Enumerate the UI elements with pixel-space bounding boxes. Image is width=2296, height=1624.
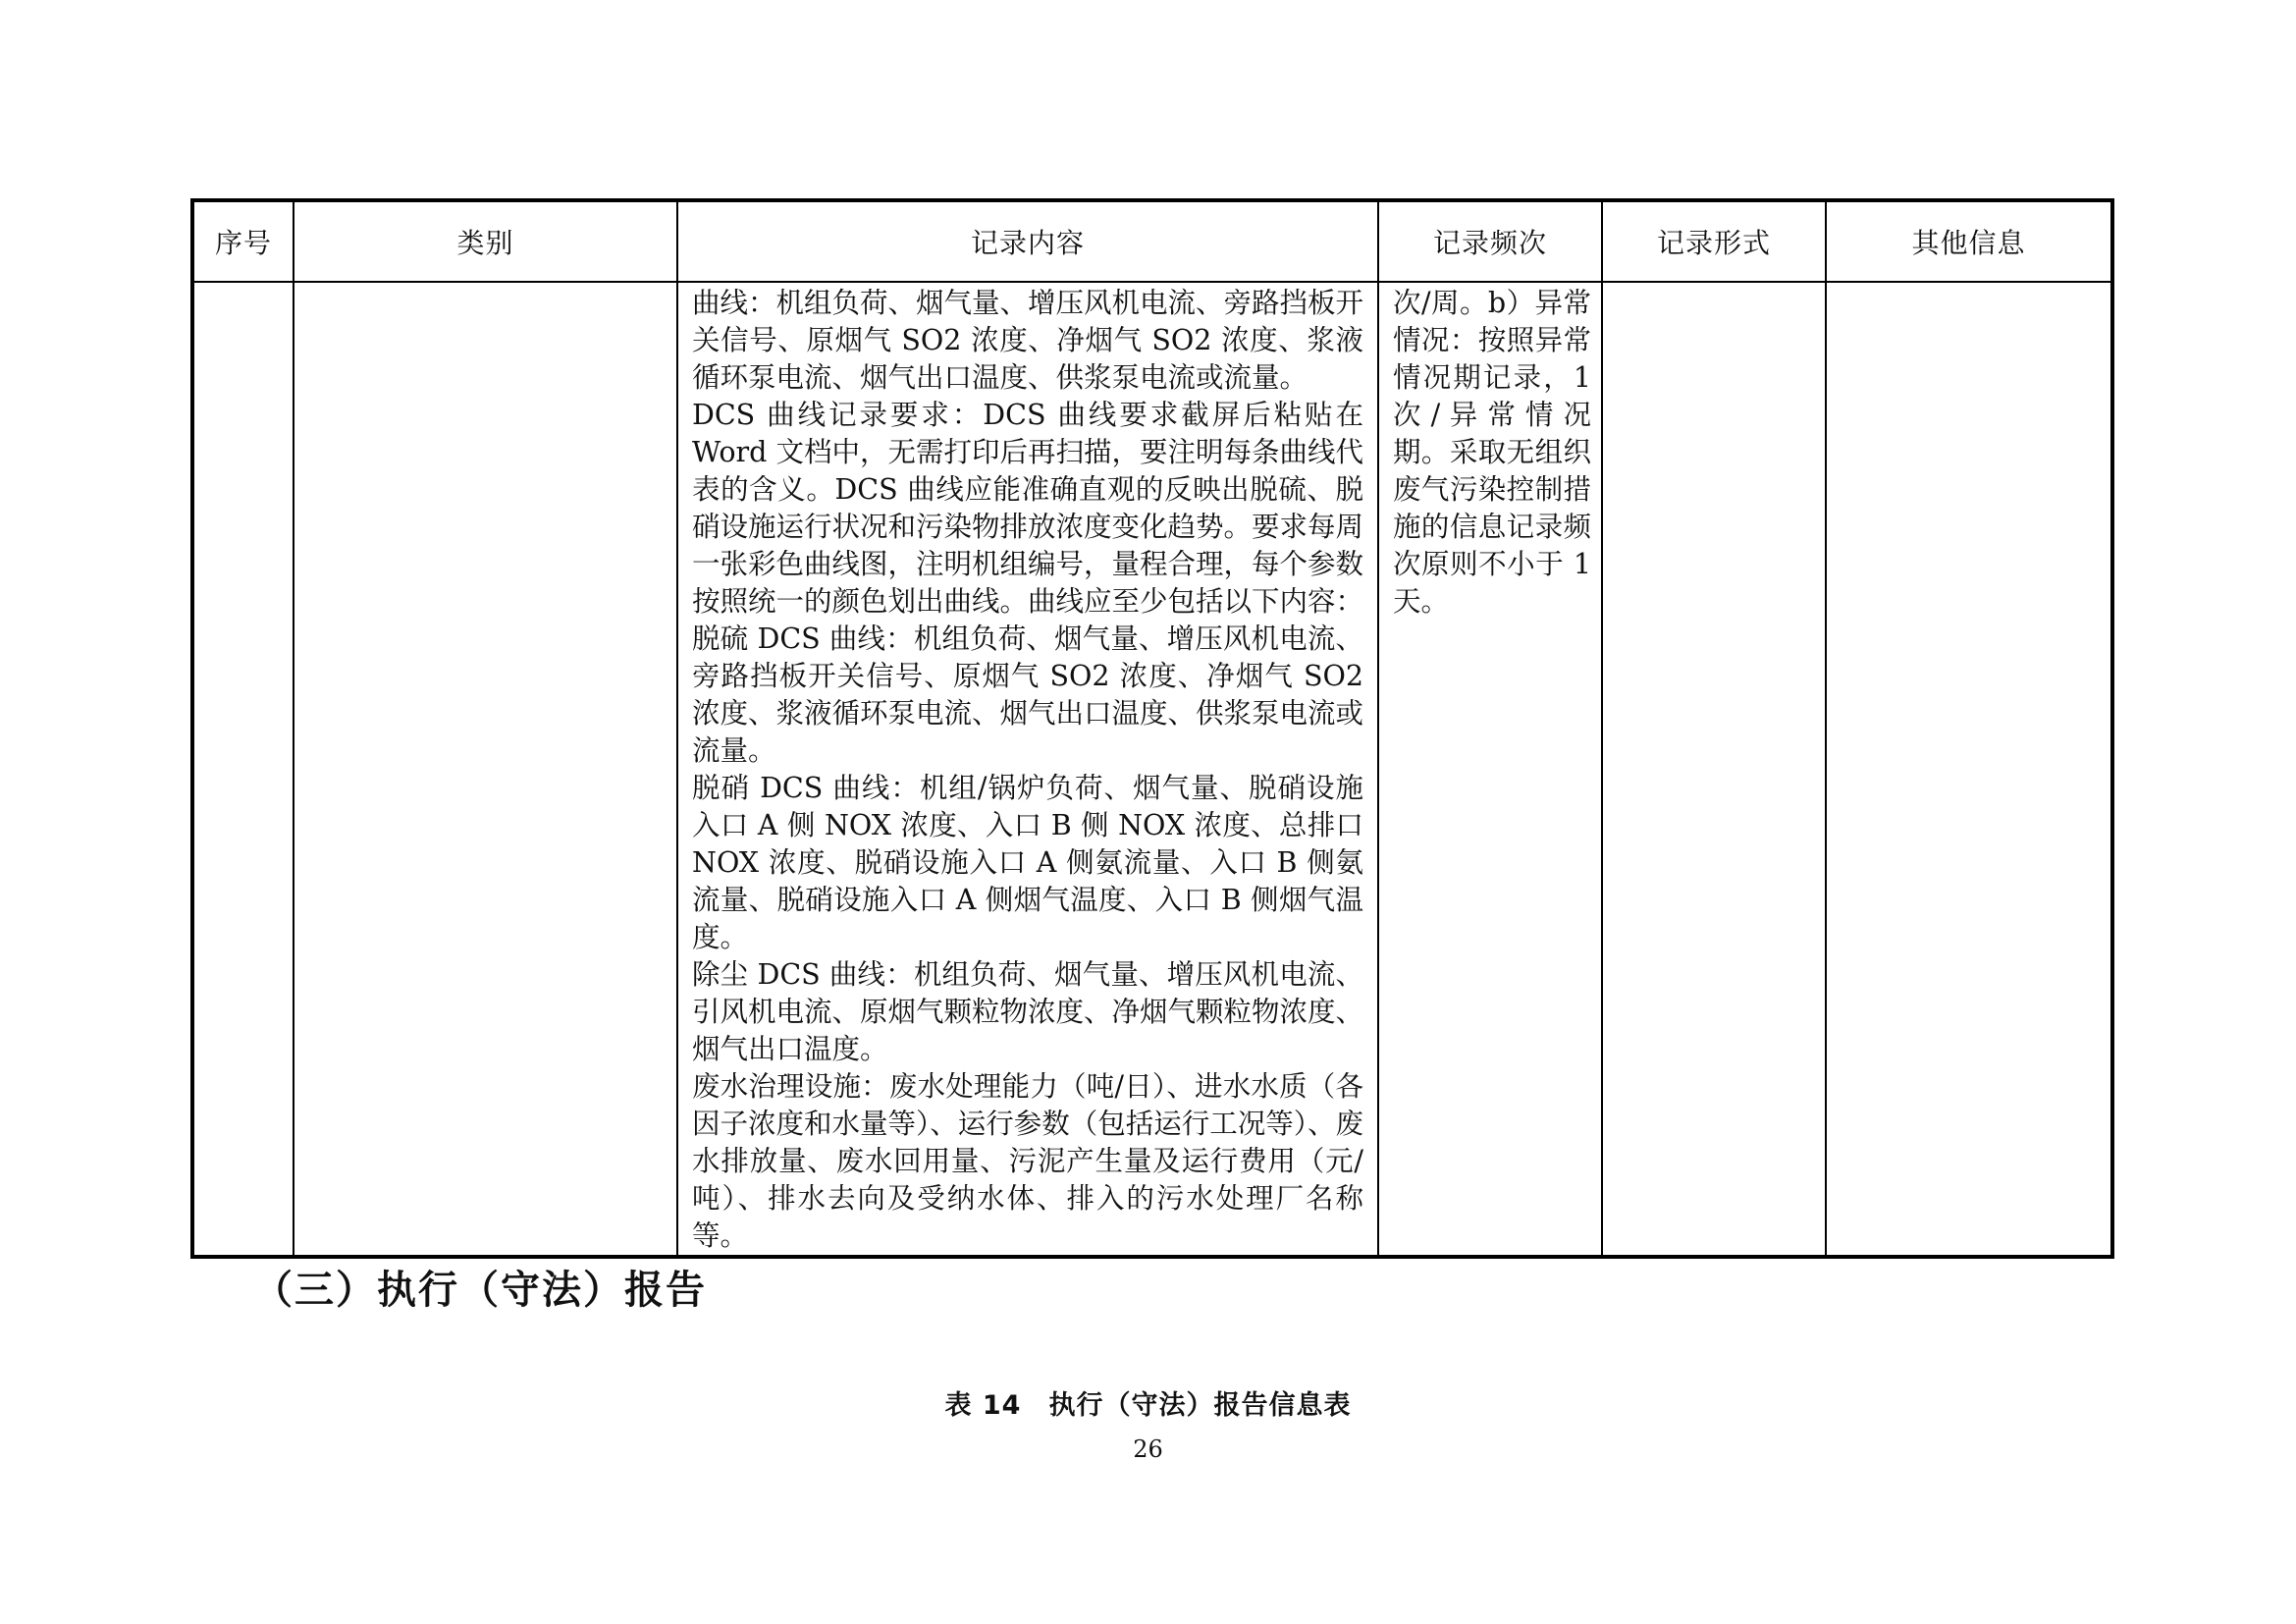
header-form: 记录形式 — [1602, 200, 1826, 282]
cell-seq — [192, 282, 294, 1257]
page-number: 26 — [1133, 1435, 1163, 1463]
table-row — [192, 282, 2112, 1257]
section-heading: （三）执行（守法）报告 — [253, 1268, 707, 1313]
cell-other — [1826, 282, 2112, 1257]
table-caption: 表 14 执行（守法）报告信息表 — [944, 1390, 1352, 1421]
record-table — [190, 198, 2114, 1259]
header-category: 类别 — [294, 200, 677, 282]
header-seq: 序号 — [192, 200, 294, 282]
content-paragraph-dedusting-dcs: 除尘 DCS 曲线：机组负荷、烟气量、增压风机电流、引风机电流、原烟气颗粒物浓度、净烟气颗粒物浓度、烟气出口温度。 — [692, 958, 1364, 1065]
cell-form — [1602, 282, 1826, 1257]
content-paragraph-wastewater: 废水治理设施：废水处理能力（吨/日）、进水水质（各因子浓度和水量等）、运行参数（包括运行工况等）、废水排放量、废水回用量、污泥产生量及运行费用（元/吨）、排水去向及受纳水体、排入的污水处理厂名称等。 — [692, 1070, 1364, 1252]
frequency-text: 次/周。b）异常情况：按照异常情况期记录，1 次 / 异 常 情 况期。采取无组织废气污染控制措施的信息记录频次原则不小于 1 天。 — [1393, 287, 1591, 618]
content-paragraph-desulfurization-dcs: 脱硫 DCS 曲线：机组负荷、烟气量、增压风机电流、旁路挡板开关信号、原烟气 SO2 浓度、净烟气 SO2 浓度、浆液循环泵电流、烟气出口温度、供浆泵电流或流量。 — [692, 623, 1364, 767]
table-header-row — [192, 200, 2112, 282]
cell-content — [677, 282, 1378, 1257]
cell-category — [294, 282, 677, 1257]
header-frequency: 记录频次 — [1378, 200, 1602, 282]
header-other: 其他信息 — [1826, 200, 2112, 282]
header-content: 记录内容 — [677, 200, 1378, 282]
content-paragraph-dcs-requirements: DCS 曲线记录要求：DCS 曲线要求截屏后粘贴在 Word 文档中，无需打印后再扫描，要注明每条曲线代表的含义。DCS 曲线应能准确直观的反映出脱硫、脱硝设施运行状况和污染物排放浓度变化趋势。要求每周一张彩色曲线图，注明机组编号，量程合理，每个参数按照统一的颜色划出曲线。曲线应至少包括以下内容： — [692, 399, 1364, 618]
content-paragraph-denitration-dcs: 脱硝 DCS 曲线：机组/锅炉负荷、烟气量、脱硝设施入口 A 侧 NOX 浓度、入口 B 侧 NOX 浓度、总排口 NOX 浓度、脱硝设施入口 A 侧氨流量、入口 B 侧氨流量、脱硝设施入口 A 侧烟气温度、入口 B 侧烟气温度。 — [692, 772, 1363, 953]
content-paragraph-desulfurization-curve-tail: 曲线：机组负荷、烟气量、增压风机电流、旁路挡板开关信号、原烟气 SO2 浓度、净烟气 SO2 浓度、浆液循环泵电流、烟气出口温度、供浆泵电流或流量。 — [692, 287, 1364, 394]
cell-frequency — [1378, 282, 1602, 1257]
